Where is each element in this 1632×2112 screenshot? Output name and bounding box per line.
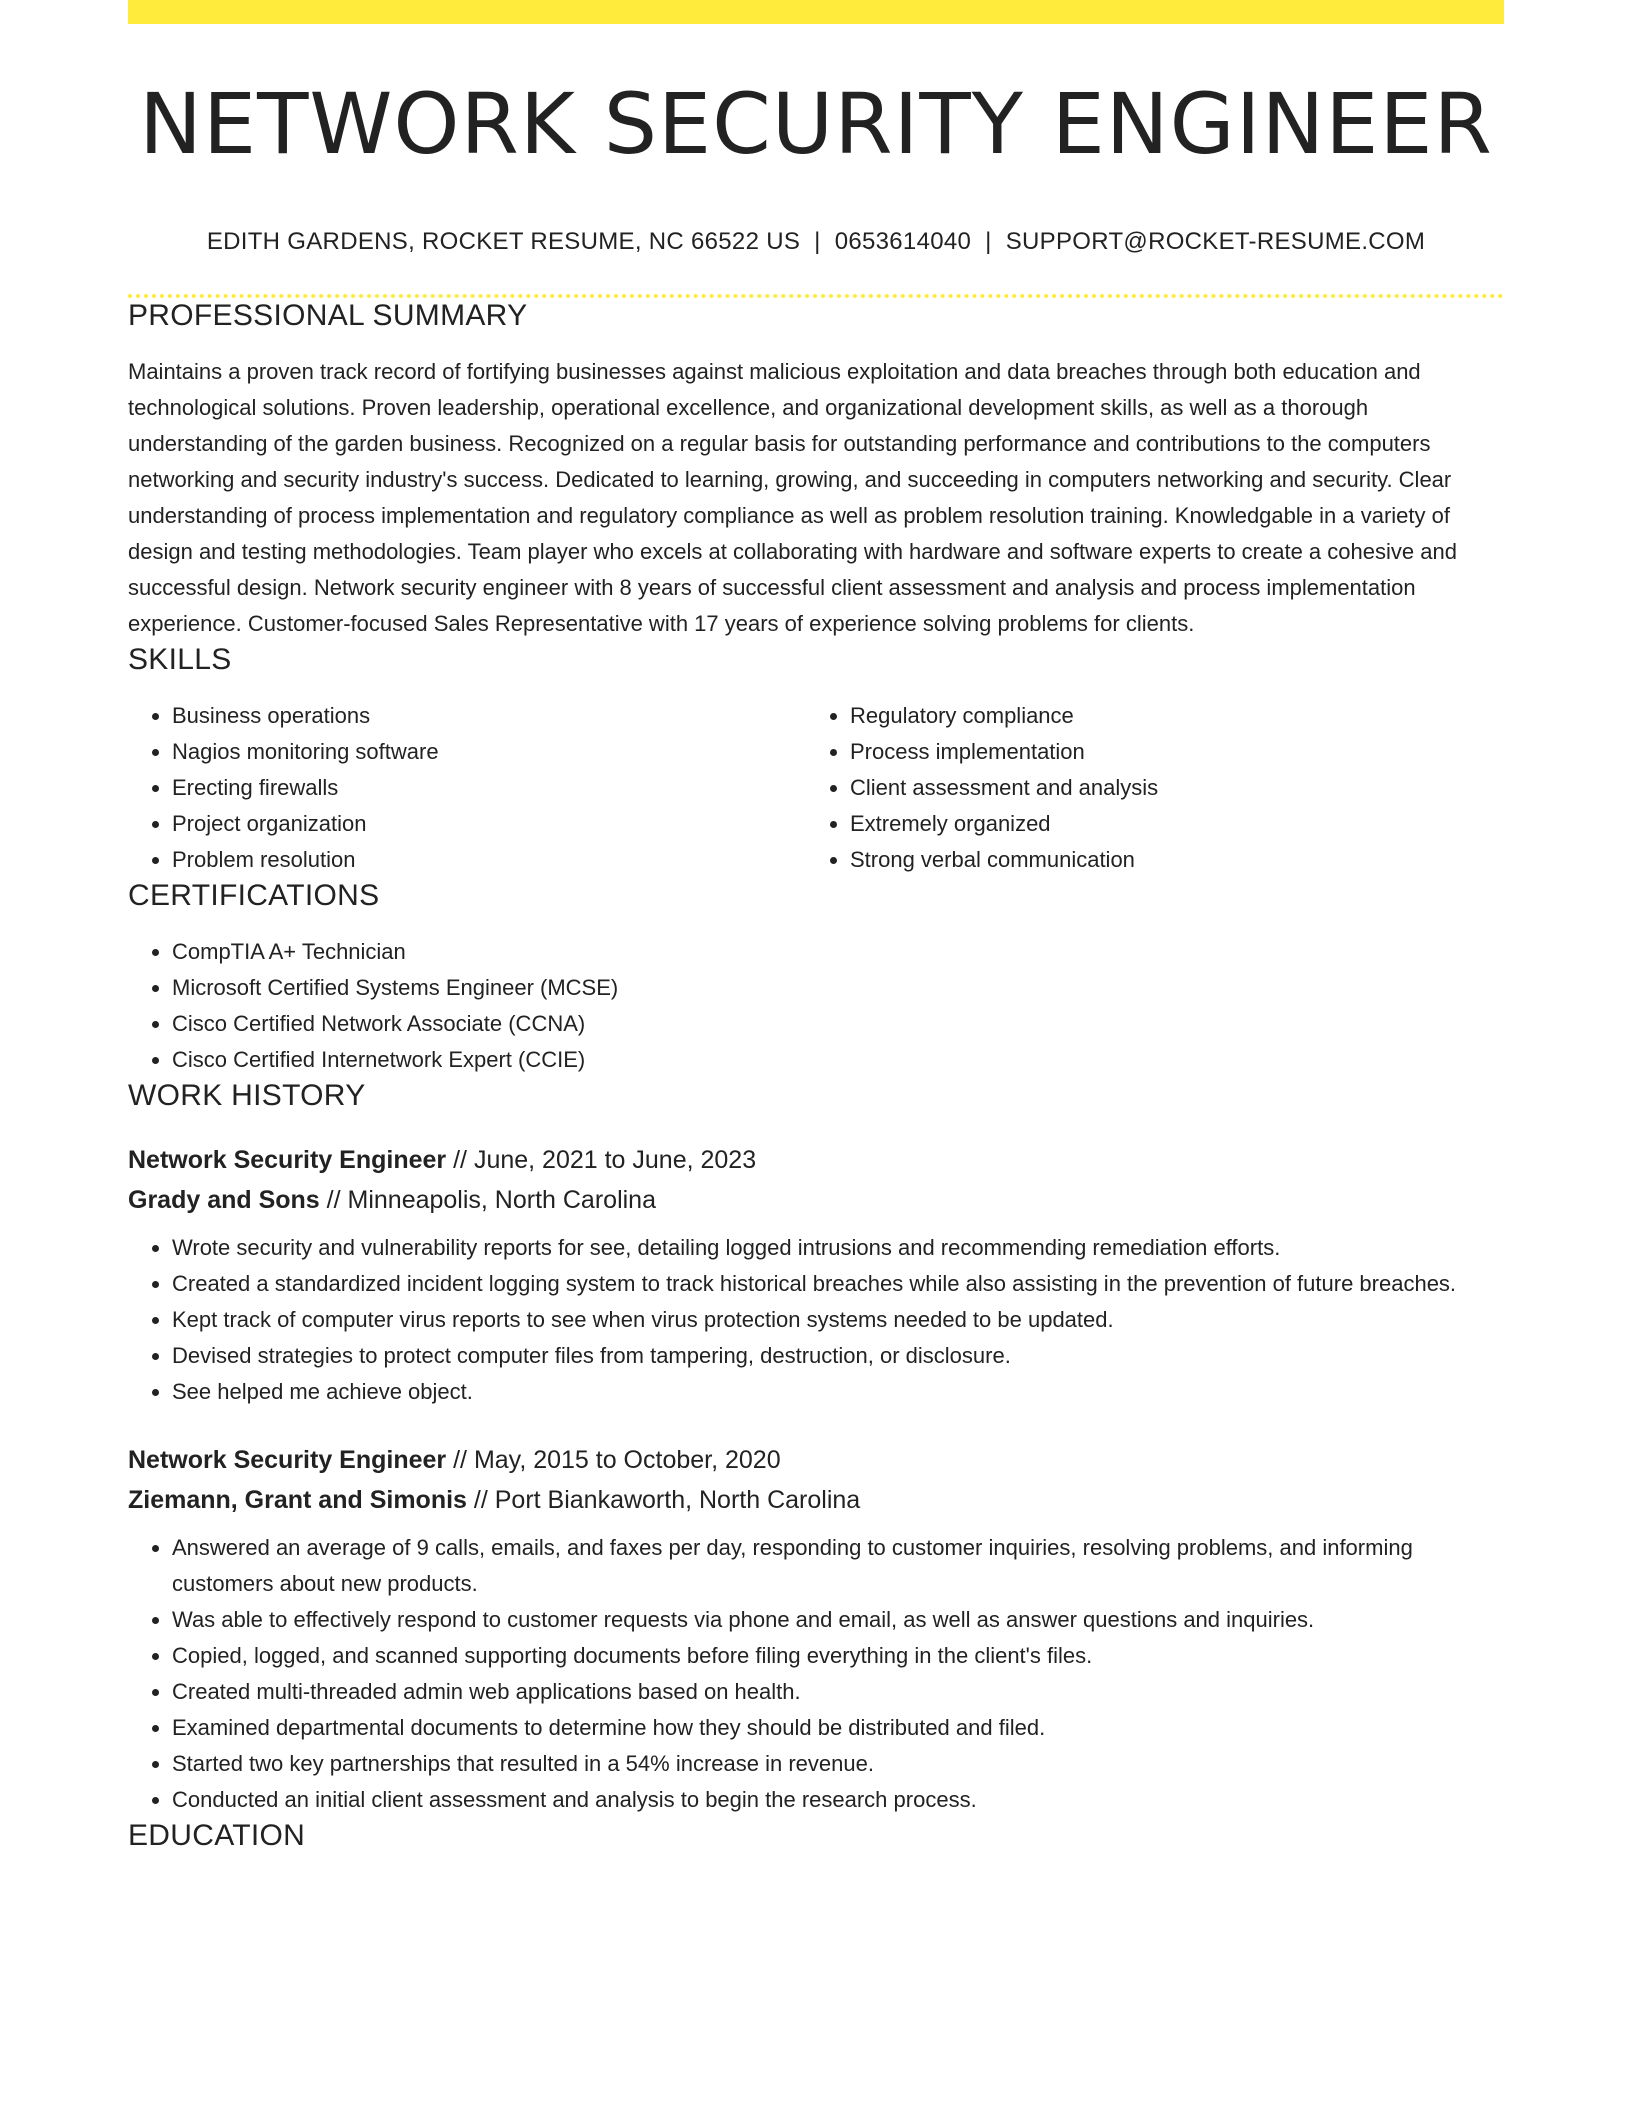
contact-address: EDITH GARDENS, ROCKET RESUME, NC 66522 US xyxy=(206,228,801,255)
skill-item: • Extremely organized xyxy=(850,806,1484,842)
top-accent-bar xyxy=(128,0,1504,24)
certifications-heading: CERTIFICATIONS xyxy=(128,879,380,912)
job-duty: • Wrote security and vulnerability reports for see, detailing logged intrusions and recommending remediation efforts. xyxy=(172,1230,1504,1266)
job-duty: • Was able to effectively respond to customer requests via phone and email, as well as answer questions and inquiries. xyxy=(172,1602,1504,1638)
skills-list-right xyxy=(806,698,1484,878)
job-title-line xyxy=(128,1140,1504,1180)
job-company-line xyxy=(128,1480,1504,1520)
skill-item: • Project organization xyxy=(172,806,806,842)
job-duties-list xyxy=(128,1530,1504,1818)
skills-column-left xyxy=(128,698,806,878)
job-duty: • Started two key partnerships that resulted in a 54% increase in revenue. xyxy=(172,1746,1504,1782)
job-duty: • Created a standardized incident logging system to track historical breaches while also assisting in the prevention of future breaches. xyxy=(172,1266,1504,1302)
skill-item: • Process implementation xyxy=(850,734,1484,770)
contact-phone: 0653614040 xyxy=(834,228,972,255)
job-location: // Minneapolis, North Carolina xyxy=(319,1186,656,1214)
job-duty: • Examined departmental documents to determine how they should be distributed and filed. xyxy=(172,1710,1504,1746)
job-company: Ziemann, Grant and Simonis xyxy=(128,1486,467,1514)
work-history-heading: WORK HISTORY xyxy=(128,1079,366,1112)
job-role: Network Security Engineer xyxy=(128,1146,447,1174)
contact-separator: | xyxy=(985,228,992,255)
job-duty: • Answered an average of 9 calls, emails, and faxes per day, responding to customer inquiries, resolving problems, and informing customers about new products. xyxy=(172,1530,1504,1602)
job-dates: // May, 2015 to October, 2020 xyxy=(446,1446,781,1474)
job-duty: • Created multi-threaded admin web applications based on health. xyxy=(172,1674,1504,1710)
job-title-line xyxy=(128,1440,1504,1480)
skill-item: • Erecting firewalls xyxy=(172,770,806,806)
job-duties-list xyxy=(128,1230,1504,1410)
certifications-list xyxy=(128,934,1504,1078)
skill-item: • Strong verbal communication xyxy=(850,842,1484,878)
skills-column-right xyxy=(806,698,1484,878)
certification-item: • CompTIA A+ Technician xyxy=(172,934,1504,970)
job-duty: • Kept track of computer virus reports to see when virus protection systems needed to be updated. xyxy=(172,1302,1504,1338)
certification-item: • Cisco Certified Network Associate (CCNA) xyxy=(172,1006,1504,1042)
certification-item: • Microsoft Certified Systems Engineer (MCSE) xyxy=(172,970,1504,1006)
job-company-line xyxy=(128,1180,1504,1220)
skill-item: • Business operations xyxy=(172,698,806,734)
job-duty: • Copied, logged, and scanned supporting documents before filing everything in the client's files. xyxy=(172,1638,1504,1674)
resume-name: NETWORK SECURITY ENGINEER xyxy=(139,75,1493,173)
resume-page xyxy=(128,0,1504,1854)
skill-item: • Client assessment and analysis xyxy=(850,770,1484,806)
job-duty: • Devised strategies to protect computer files from tampering, destruction, or disclosure. xyxy=(172,1338,1504,1374)
job-entry xyxy=(128,1440,1504,1818)
certification-item: • Cisco Certified Internetwork Expert (CCIE) xyxy=(172,1042,1504,1078)
contact-email[interactable]: SUPPORT@ROCKET-RESUME.COM xyxy=(1005,228,1426,255)
job-location: // Port Biankaworth, North Carolina xyxy=(466,1486,861,1514)
certifications-section xyxy=(128,878,1504,1078)
skills-heading: SKILLS xyxy=(128,643,232,676)
skills-list-left xyxy=(128,698,806,878)
job-dates: // June, 2021 to June, 2023 xyxy=(446,1146,757,1174)
skill-item: • Problem resolution xyxy=(172,842,806,878)
contact-separator: | xyxy=(814,228,821,255)
skill-item: • Regulatory compliance xyxy=(850,698,1484,734)
job-role: Network Security Engineer xyxy=(128,1446,447,1474)
job-entry xyxy=(128,1140,1504,1410)
skill-item: • Nagios monitoring software xyxy=(172,734,806,770)
job-duty: • See helped me achieve object. xyxy=(172,1374,1504,1410)
summary-heading: PROFESSIONAL SUMMARY xyxy=(128,299,528,332)
summary-text: Maintains a proven track record of fortifying businesses against malicious exploitation and data breaches through both education and technological solutions. Proven leadership, operational excellence, and organizational development skills, as well as a thorough understanding of the garden business. Recognized on a regular basis for outstanding performance and contributions to the computers networking and security industry's success. Dedicated to learning, growing, and succeeding in computers networking and security. Clear understanding of process implementation and regulatory compliance as well as problem resolution training. Knowledgable in a variety of design and testing methodologies. Team player who excels at collaborating with hardware and software experts to create a cohesive and successful design. Network security engineer with 8 years of successful client assessment and analysis and process implementation experience. Customer-focused Sales Representative with 17 years of experience solving problems for clients. xyxy=(128,359,1457,636)
education-section xyxy=(128,1818,1504,1854)
job-duty: • Conducted an initial client assessment and analysis to begin the research process. xyxy=(172,1782,1504,1818)
skills-grid xyxy=(128,698,1504,878)
job-company: Grady and Sons xyxy=(128,1186,320,1214)
skills-section xyxy=(128,642,1504,878)
work-history-section xyxy=(128,1078,1504,1818)
education-heading: EDUCATION xyxy=(128,1819,306,1852)
contact-line xyxy=(128,228,1504,256)
summary-section xyxy=(128,298,1504,642)
